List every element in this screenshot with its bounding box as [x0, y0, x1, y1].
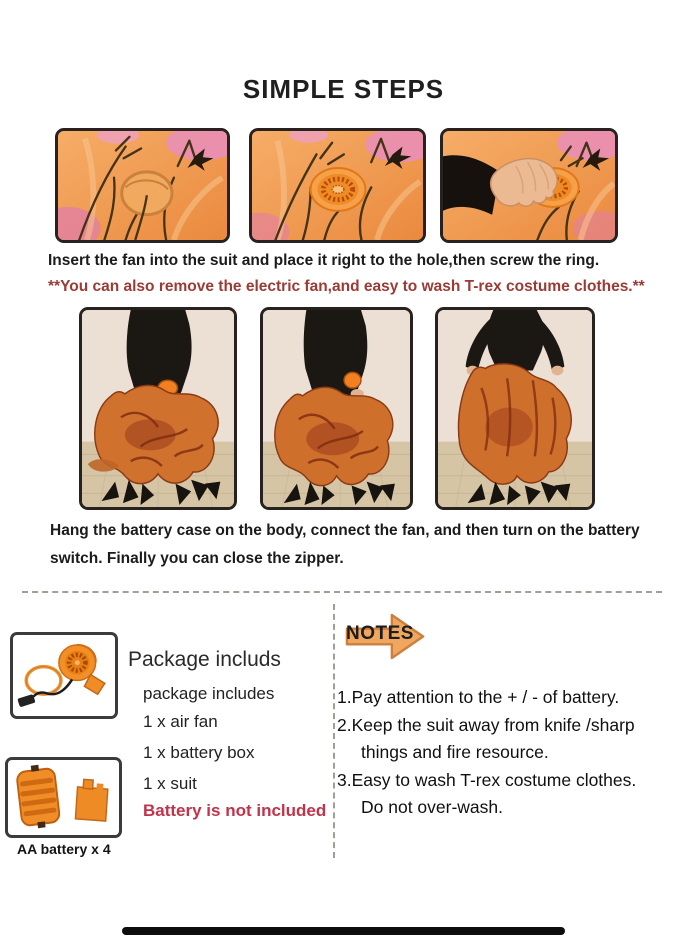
- air-fan-icon: [13, 635, 115, 716]
- photo-connect-fan: [260, 307, 413, 510]
- fabric-fan-illustration: [252, 131, 423, 240]
- step2-caption: Hang the battery case on the body, connect the fan, and then turn on the battery switch. Finally you can close the zipper.: [50, 522, 640, 567]
- person-costume-illustration-2: [263, 310, 410, 507]
- package-item: package includes: [143, 684, 275, 703]
- photo-hang-battery-case: [79, 307, 237, 510]
- photo-hole-in-suit: [55, 128, 230, 243]
- package-battery-image: [5, 757, 122, 838]
- note-line-3-cont: Do not over-wash.: [361, 797, 504, 817]
- battery-warning: Battery is not included: [143, 801, 327, 820]
- note-line-2: 2.Keep the suit away from knife /sharp: [337, 715, 635, 735]
- step1-note: **You can also remove the electric fan,and easy to wash T-rex costume clothes.**: [48, 278, 645, 295]
- notes-label: NOTES: [346, 623, 414, 644]
- step1-caption: Insert the fan into the suit and place it right to the hole,then screw the ring.: [48, 252, 600, 269]
- package-heading: Package includs: [128, 648, 281, 671]
- package-fan-image: [10, 632, 118, 719]
- bottom-bar: [122, 927, 565, 935]
- fabric-hole-illustration: [58, 131, 227, 240]
- notes-arrow: [345, 608, 427, 665]
- page-title: SIMPLE STEPS: [242, 74, 445, 104]
- note-line-2-cont: things and fire resource.: [361, 742, 549, 762]
- package-item: 1 x battery box: [143, 743, 255, 762]
- note-line-1: 1.Pay attention to the + / - of battery.: [337, 687, 620, 707]
- horizontal-dashed-divider: [22, 591, 662, 593]
- package-item: 1 x suit: [143, 774, 197, 793]
- battery-box-icon: [8, 760, 119, 835]
- person-costume-illustration-3: [438, 310, 592, 507]
- vertical-dashed-divider: [333, 604, 335, 858]
- note-line-3: 3.Easy to wash T-rex costume clothes.: [337, 770, 637, 790]
- person-costume-illustration-1: [82, 310, 234, 507]
- photo-close-zipper: [435, 307, 595, 510]
- package-item: 1 x air fan: [143, 712, 218, 731]
- aa-battery-caption: AA battery x 4: [17, 841, 111, 857]
- photo-hand-screwing-ring: [440, 128, 618, 243]
- photo-fan-in-hole: [249, 128, 426, 243]
- fabric-hand-illustration: [443, 131, 615, 240]
